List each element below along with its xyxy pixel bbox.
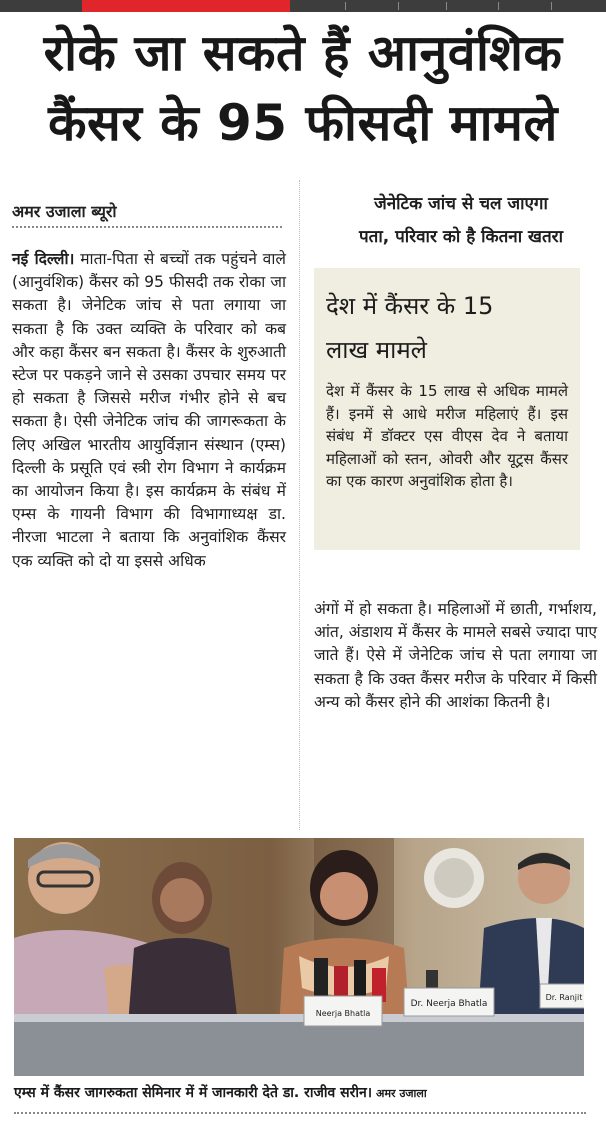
article-right-text: अंगों में हो सकता है। महिलाओं में छाती, गर्भाशय, आंत, अंडाशय में कैंसर के मामले सबसे ज्यादा पाए जाते हैं। ऐसे में जेनेटिक जांच से पता लगाया जा सकता है कि उक्त कैंसर मरीज के परिवार में किसी अन्य को कैंसर होने की आशंका कितनी है। (314, 600, 597, 711)
headline (0, 18, 606, 168)
nameplate-small: Neerja Bhatla (315, 1009, 371, 1018)
subheadline (318, 188, 604, 254)
byline: अमर उजाला ब्यूरो (12, 202, 117, 221)
sidebar-box-title-1: देश में कैंसर के 15 (326, 292, 494, 320)
nameplate-left: Dr. Neerja Bhatla (410, 999, 488, 1009)
article-dateline: नई दिल्ली। (12, 250, 75, 268)
subheadline-line-1: जेनेटिक जांच से चल जाएगा (374, 194, 548, 214)
article-left-column (12, 248, 286, 573)
article-right-column (314, 598, 597, 714)
news-photo (14, 838, 584, 1076)
article-left-text: माता-पिता से बच्चों तक पहुंचने वाले (आनुवंशिक) कैंसर को 95 फीसदी तक रोका जा सकता है। जेनेटिक जांच से पता लगाया जा सकता है कि उक्त व्यक्ति के परिवार को कब और कहा कैंसर बन सकता है। कैंसर के शुरुआती स्टेज पर पकड़ने जाने से उसका उपचार समय पर हो सकता है जिससे मरीज गंभीर होने से बच सकता है। ऐसी जेनेटिक जांच की जागरूकता के लिए अखिल भारतीय आयुर्विज्ञान संस्थान (एम्स) दिल्ली के प्रसूति एवं स्त्री रोग विभाग ने कार्यक्रम का आयोजन किया है। इस कार्यक्रम के संबंध में एम्स के गायनी विभाग की विभागाध्यक्ष डा. नीरजा भाटला ने बताया कि अनुवांशिक कैंसर एक व्यक्ति को दो या इससे अधिक (12, 250, 286, 570)
nameplate-right: Dr. Ranjit (545, 993, 583, 1002)
photo-credit: अमर उजाला (376, 1087, 427, 1100)
sidebar-box (314, 268, 580, 550)
headline-line-1: रोके जा सकते हैं आनुवंशिक (43, 24, 563, 82)
top-color-bar (0, 0, 606, 12)
subheadline-line-2: पता, परिवार को है कितना खतरा (358, 227, 564, 247)
photo-caption-text: एम्स में कैंसर जागरुकता सेमिनार में में जानकारी देते डा. राजीव सरीन। (14, 1085, 373, 1101)
sidebar-box-body: देश में कैंसर के 15 लाख से अधिक मामले हैं। इनमें से आधे मरीज महिलाएं हैं। इस संबंध में डॉक्टर एस वीएस देव ने बताया महिलाओं को स्तन, ओवरी और यूट्रस कैंसर का एक कारण अनुवांशिक होता है। (326, 382, 568, 491)
photo-illustration (14, 838, 584, 1076)
byline-rule (12, 226, 282, 228)
photo-caption (14, 1078, 586, 1108)
sidebar-box-title-2: लाख मामले (326, 336, 427, 364)
column-divider (299, 180, 300, 830)
headline-line-2: कैंसर के 95 फीसदी मामले (48, 94, 558, 152)
bottom-rule (14, 1112, 586, 1114)
